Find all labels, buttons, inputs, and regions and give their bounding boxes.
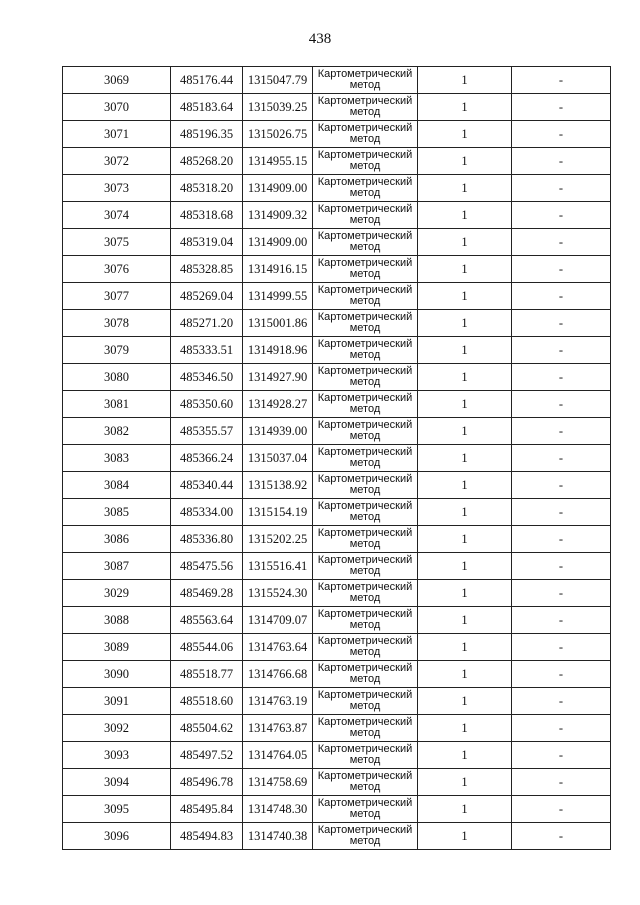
table-row	[63, 391, 611, 418]
table-row	[63, 823, 611, 850]
method-cell	[313, 121, 418, 148]
point-number-cell: 3085	[63, 499, 171, 526]
accuracy-cell: 1	[418, 202, 512, 229]
method-line-2: метод	[349, 646, 381, 658]
note-cell: -	[512, 580, 611, 607]
y-coordinate-cell: 1314909.00	[243, 175, 313, 202]
method-line-2: метод	[349, 835, 381, 847]
method-line-2: метод	[349, 322, 381, 334]
accuracy-cell: 1	[418, 823, 512, 850]
y-coordinate-cell: 1314766.68	[243, 661, 313, 688]
method-line-2: метод	[349, 538, 381, 550]
table-row	[63, 94, 611, 121]
method-cell	[313, 148, 418, 175]
y-coordinate-cell: 1315138.92	[243, 472, 313, 499]
table-row	[63, 445, 611, 472]
point-number-cell: 3077	[63, 283, 171, 310]
point-number-cell: 3083	[63, 445, 171, 472]
accuracy-cell: 1	[418, 148, 512, 175]
method-cell	[313, 391, 418, 418]
method-line-2: метод	[349, 727, 381, 739]
method-line-1: Картометрический	[317, 365, 413, 377]
method-line-2: метод	[349, 403, 381, 415]
point-number-cell: 3075	[63, 229, 171, 256]
accuracy-cell: 1	[418, 391, 512, 418]
method-line-2: метод	[349, 79, 381, 91]
method-line-1: Картометрический	[317, 635, 413, 647]
accuracy-cell: 1	[418, 337, 512, 364]
x-coordinate-cell: 485518.77	[171, 661, 243, 688]
accuracy-cell: 1	[418, 283, 512, 310]
method-cell	[313, 283, 418, 310]
y-coordinate-cell: 1315154.19	[243, 499, 313, 526]
method-cell	[313, 526, 418, 553]
method-line-2: метод	[349, 187, 381, 199]
point-number-cell: 3078	[63, 310, 171, 337]
accuracy-cell: 1	[418, 634, 512, 661]
accuracy-cell: 1	[418, 364, 512, 391]
y-coordinate-cell: 1314758.69	[243, 769, 313, 796]
point-number-cell: 3087	[63, 553, 171, 580]
method-line-1: Картометрический	[317, 419, 413, 431]
y-coordinate-cell: 1314748.30	[243, 796, 313, 823]
note-cell: -	[512, 283, 611, 310]
method-cell	[313, 94, 418, 121]
accuracy-cell: 1	[418, 121, 512, 148]
method-line-1: Картометрический	[317, 824, 413, 836]
note-cell: -	[512, 472, 611, 499]
note-cell: -	[512, 121, 611, 148]
table-row	[63, 607, 611, 634]
x-coordinate-cell: 485475.56	[171, 553, 243, 580]
x-coordinate-cell: 485518.60	[171, 688, 243, 715]
method-line-1: Картометрический	[317, 68, 413, 80]
method-cell	[313, 580, 418, 607]
method-line-2: метод	[349, 268, 381, 280]
method-line-1: Картометрический	[317, 662, 413, 674]
accuracy-cell: 1	[418, 472, 512, 499]
method-cell	[313, 688, 418, 715]
x-coordinate-cell: 485328.85	[171, 256, 243, 283]
x-coordinate-cell: 485469.28	[171, 580, 243, 607]
note-cell: -	[512, 607, 611, 634]
note-cell: -	[512, 553, 611, 580]
table-row	[63, 418, 611, 445]
point-number-cell: 3093	[63, 742, 171, 769]
x-coordinate-cell: 485196.35	[171, 121, 243, 148]
coordinates-table-body	[63, 67, 611, 850]
method-line-1: Картометрический	[317, 581, 413, 593]
x-coordinate-cell: 485350.60	[171, 391, 243, 418]
table-row	[63, 796, 611, 823]
method-line-2: метод	[349, 781, 381, 793]
note-cell: -	[512, 769, 611, 796]
method-line-2: метод	[349, 241, 381, 253]
method-line-1: Картометрический	[317, 122, 413, 134]
point-number-cell: 3070	[63, 94, 171, 121]
table-row	[63, 472, 611, 499]
accuracy-cell: 1	[418, 445, 512, 472]
point-number-cell: 3029	[63, 580, 171, 607]
x-coordinate-cell: 485334.00	[171, 499, 243, 526]
method-line-2: метод	[349, 619, 381, 631]
point-number-cell: 3069	[63, 67, 171, 94]
accuracy-cell: 1	[418, 499, 512, 526]
point-number-cell: 3072	[63, 148, 171, 175]
y-coordinate-cell: 1314916.15	[243, 256, 313, 283]
accuracy-cell: 1	[418, 661, 512, 688]
table-row	[63, 148, 611, 175]
table-row	[63, 526, 611, 553]
y-coordinate-cell: 1315047.79	[243, 67, 313, 94]
method-line-2: метод	[349, 133, 381, 145]
method-line-1: Картометрический	[317, 446, 413, 458]
y-coordinate-cell: 1314939.00	[243, 418, 313, 445]
y-coordinate-cell: 1314927.90	[243, 364, 313, 391]
method-line-2: метод	[349, 700, 381, 712]
method-line-2: метод	[349, 376, 381, 388]
method-cell	[313, 742, 418, 769]
note-cell: -	[512, 175, 611, 202]
method-line-1: Картометрический	[317, 149, 413, 161]
method-cell	[313, 715, 418, 742]
method-line-1: Картометрический	[317, 284, 413, 296]
method-cell	[313, 418, 418, 445]
method-line-1: Картометрический	[317, 770, 413, 782]
method-cell	[313, 337, 418, 364]
x-coordinate-cell: 485495.84	[171, 796, 243, 823]
note-cell: -	[512, 229, 611, 256]
coordinates-table	[62, 66, 611, 850]
note-cell: -	[512, 715, 611, 742]
page-number: 438	[308, 31, 332, 47]
point-number-cell: 3088	[63, 607, 171, 634]
table-row	[63, 229, 611, 256]
method-cell	[313, 256, 418, 283]
x-coordinate-cell: 485176.44	[171, 67, 243, 94]
table-row	[63, 661, 611, 688]
table-row	[63, 553, 611, 580]
point-number-cell: 3071	[63, 121, 171, 148]
point-number-cell: 3076	[63, 256, 171, 283]
x-coordinate-cell: 485271.20	[171, 310, 243, 337]
table-row	[63, 580, 611, 607]
table-row	[63, 634, 611, 661]
point-number-cell: 3096	[63, 823, 171, 850]
x-coordinate-cell: 485269.04	[171, 283, 243, 310]
x-coordinate-cell: 485340.44	[171, 472, 243, 499]
point-number-cell: 3090	[63, 661, 171, 688]
method-line-1: Картометрический	[317, 203, 413, 215]
x-coordinate-cell: 485319.04	[171, 229, 243, 256]
y-coordinate-cell: 1315037.04	[243, 445, 313, 472]
method-line-1: Картометрический	[317, 257, 413, 269]
method-line-1: Картометрический	[317, 554, 413, 566]
method-line-1: Картометрический	[317, 689, 413, 701]
table-row	[63, 715, 611, 742]
table-row	[63, 283, 611, 310]
accuracy-cell: 1	[418, 742, 512, 769]
method-line-1: Картометрический	[317, 176, 413, 188]
x-coordinate-cell: 485494.83	[171, 823, 243, 850]
method-line-1: Картометрический	[317, 473, 413, 485]
method-cell	[313, 445, 418, 472]
method-line-2: метод	[349, 484, 381, 496]
y-coordinate-cell: 1315026.75	[243, 121, 313, 148]
table-row	[63, 310, 611, 337]
x-coordinate-cell: 485183.64	[171, 94, 243, 121]
x-coordinate-cell: 485355.57	[171, 418, 243, 445]
point-number-cell: 3081	[63, 391, 171, 418]
y-coordinate-cell: 1315516.41	[243, 553, 313, 580]
table-row	[63, 175, 611, 202]
point-number-cell: 3089	[63, 634, 171, 661]
note-cell: -	[512, 823, 611, 850]
y-coordinate-cell: 1314999.55	[243, 283, 313, 310]
y-coordinate-cell: 1314740.38	[243, 823, 313, 850]
accuracy-cell: 1	[418, 175, 512, 202]
accuracy-cell: 1	[418, 256, 512, 283]
x-coordinate-cell: 485544.06	[171, 634, 243, 661]
y-coordinate-cell: 1314763.19	[243, 688, 313, 715]
method-line-2: метод	[349, 565, 381, 577]
method-line-1: Картометрический	[317, 608, 413, 620]
point-number-cell: 3091	[63, 688, 171, 715]
table-row	[63, 688, 611, 715]
x-coordinate-cell: 485496.78	[171, 769, 243, 796]
method-line-1: Картометрический	[317, 230, 413, 242]
method-line-2: метод	[349, 673, 381, 685]
note-cell: -	[512, 796, 611, 823]
note-cell: -	[512, 499, 611, 526]
point-number-cell: 3073	[63, 175, 171, 202]
note-cell: -	[512, 148, 611, 175]
x-coordinate-cell: 485504.62	[171, 715, 243, 742]
point-number-cell: 3086	[63, 526, 171, 553]
accuracy-cell: 1	[418, 769, 512, 796]
x-coordinate-cell: 485333.51	[171, 337, 243, 364]
method-line-1: Картометрический	[317, 392, 413, 404]
table-row	[63, 769, 611, 796]
point-number-cell: 3084	[63, 472, 171, 499]
table-row	[63, 202, 611, 229]
table-row	[63, 67, 611, 94]
method-line-2: метод	[349, 511, 381, 523]
method-line-1: Картометрический	[317, 311, 413, 323]
y-coordinate-cell: 1314955.15	[243, 148, 313, 175]
accuracy-cell: 1	[418, 310, 512, 337]
method-cell	[313, 310, 418, 337]
x-coordinate-cell: 485318.68	[171, 202, 243, 229]
note-cell: -	[512, 688, 611, 715]
table-row	[63, 121, 611, 148]
method-line-2: метод	[349, 106, 381, 118]
accuracy-cell: 1	[418, 94, 512, 121]
method-line-1: Картометрический	[317, 95, 413, 107]
y-coordinate-cell: 1315001.86	[243, 310, 313, 337]
point-number-cell: 3080	[63, 364, 171, 391]
y-coordinate-cell: 1315039.25	[243, 94, 313, 121]
method-line-1: Картометрический	[317, 527, 413, 539]
table-row	[63, 364, 611, 391]
table-row	[63, 499, 611, 526]
method-cell	[313, 229, 418, 256]
y-coordinate-cell: 1314909.00	[243, 229, 313, 256]
accuracy-cell: 1	[418, 580, 512, 607]
note-cell: -	[512, 634, 611, 661]
method-cell	[313, 607, 418, 634]
note-cell: -	[512, 742, 611, 769]
accuracy-cell: 1	[418, 796, 512, 823]
note-cell: -	[512, 337, 611, 364]
method-cell	[313, 175, 418, 202]
point-number-cell: 3094	[63, 769, 171, 796]
note-cell: -	[512, 256, 611, 283]
accuracy-cell: 1	[418, 607, 512, 634]
method-line-2: метод	[349, 214, 381, 226]
note-cell: -	[512, 418, 611, 445]
note-cell: -	[512, 94, 611, 121]
note-cell: -	[512, 67, 611, 94]
method-line-1: Картометрический	[317, 743, 413, 755]
method-cell	[313, 634, 418, 661]
point-number-cell: 3092	[63, 715, 171, 742]
note-cell: -	[512, 661, 611, 688]
point-number-cell: 3095	[63, 796, 171, 823]
point-number-cell: 3079	[63, 337, 171, 364]
note-cell: -	[512, 202, 611, 229]
y-coordinate-cell: 1315524.30	[243, 580, 313, 607]
x-coordinate-cell: 485563.64	[171, 607, 243, 634]
method-cell	[313, 769, 418, 796]
accuracy-cell: 1	[418, 229, 512, 256]
accuracy-cell: 1	[418, 715, 512, 742]
method-cell	[313, 823, 418, 850]
accuracy-cell: 1	[418, 418, 512, 445]
method-line-2: метод	[349, 160, 381, 172]
accuracy-cell: 1	[418, 526, 512, 553]
x-coordinate-cell: 485318.20	[171, 175, 243, 202]
method-cell	[313, 553, 418, 580]
method-cell	[313, 202, 418, 229]
y-coordinate-cell: 1314918.96	[243, 337, 313, 364]
method-line-1: Картометрический	[317, 500, 413, 512]
accuracy-cell: 1	[418, 688, 512, 715]
note-cell: -	[512, 310, 611, 337]
accuracy-cell: 1	[418, 67, 512, 94]
x-coordinate-cell: 485268.20	[171, 148, 243, 175]
point-number-cell: 3082	[63, 418, 171, 445]
method-line-2: метод	[349, 592, 381, 604]
y-coordinate-cell: 1314763.87	[243, 715, 313, 742]
method-line-1: Картометрический	[317, 338, 413, 350]
method-cell	[313, 499, 418, 526]
x-coordinate-cell: 485336.80	[171, 526, 243, 553]
y-coordinate-cell: 1314764.05	[243, 742, 313, 769]
point-number-cell: 3074	[63, 202, 171, 229]
note-cell: -	[512, 364, 611, 391]
method-cell	[313, 796, 418, 823]
method-line-2: метод	[349, 295, 381, 307]
table-row	[63, 256, 611, 283]
table-row	[63, 742, 611, 769]
method-line-1: Картометрический	[317, 716, 413, 728]
note-cell: -	[512, 526, 611, 553]
y-coordinate-cell: 1315202.25	[243, 526, 313, 553]
method-cell	[313, 472, 418, 499]
method-cell	[313, 364, 418, 391]
x-coordinate-cell: 485346.50	[171, 364, 243, 391]
y-coordinate-cell: 1314909.32	[243, 202, 313, 229]
method-line-2: метод	[349, 430, 381, 442]
x-coordinate-cell: 485497.52	[171, 742, 243, 769]
method-cell	[313, 67, 418, 94]
method-line-1: Картометрический	[317, 797, 413, 809]
x-coordinate-cell: 485366.24	[171, 445, 243, 472]
method-line-2: метод	[349, 457, 381, 469]
method-cell	[313, 661, 418, 688]
method-line-2: метод	[349, 349, 381, 361]
y-coordinate-cell: 1314709.07	[243, 607, 313, 634]
y-coordinate-cell: 1314763.64	[243, 634, 313, 661]
note-cell: -	[512, 445, 611, 472]
accuracy-cell: 1	[418, 553, 512, 580]
method-line-2: метод	[349, 754, 381, 766]
table-row	[63, 337, 611, 364]
method-line-2: метод	[349, 808, 381, 820]
y-coordinate-cell: 1314928.27	[243, 391, 313, 418]
note-cell: -	[512, 391, 611, 418]
